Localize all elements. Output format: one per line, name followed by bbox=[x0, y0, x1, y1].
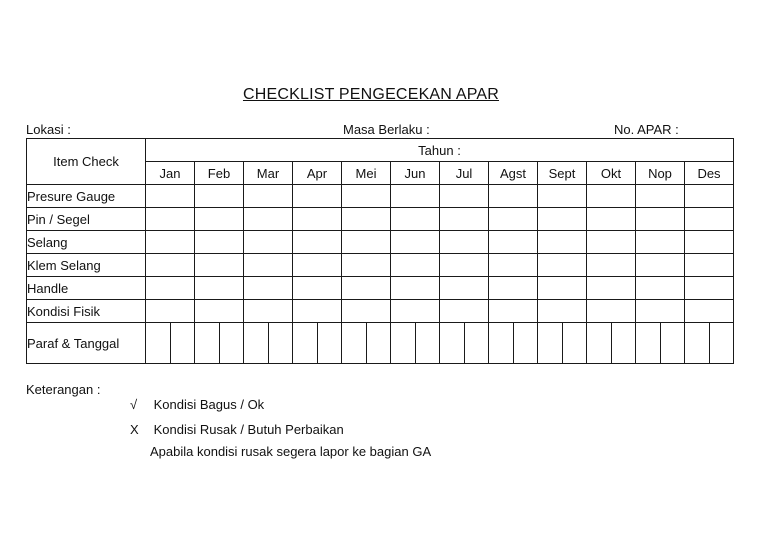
paraf-split bbox=[587, 323, 635, 363]
check-cell[interactable] bbox=[293, 300, 342, 323]
check-cell[interactable] bbox=[244, 300, 293, 323]
month-header: Des bbox=[685, 162, 734, 185]
check-cell[interactable] bbox=[489, 277, 538, 300]
check-cell[interactable] bbox=[636, 277, 685, 300]
legend-bad-text: Kondisi Rusak / Butuh Perbaikan bbox=[153, 422, 344, 437]
paraf-split bbox=[244, 323, 292, 363]
check-cell[interactable] bbox=[587, 254, 636, 277]
month-header: Okt bbox=[587, 162, 636, 185]
month-header: Jan bbox=[146, 162, 195, 185]
check-cell[interactable] bbox=[587, 300, 636, 323]
check-cell[interactable] bbox=[685, 208, 734, 231]
check-cell[interactable] bbox=[636, 185, 685, 208]
month-header: Sept bbox=[538, 162, 587, 185]
check-cell[interactable] bbox=[293, 231, 342, 254]
check-cell[interactable] bbox=[146, 185, 195, 208]
item-check-header: Item Check bbox=[27, 139, 146, 185]
table-row bbox=[27, 231, 734, 254]
paraf-split bbox=[440, 323, 488, 363]
month-header: Jul bbox=[440, 162, 489, 185]
table-row bbox=[27, 277, 734, 300]
paraf-cell[interactable] bbox=[146, 323, 195, 364]
check-cell[interactable] bbox=[636, 254, 685, 277]
paraf-split bbox=[342, 323, 390, 363]
check-cell[interactable] bbox=[195, 185, 244, 208]
check-cell[interactable] bbox=[440, 254, 489, 277]
check-cell[interactable] bbox=[685, 277, 734, 300]
check-cell[interactable] bbox=[538, 231, 587, 254]
check-cell[interactable] bbox=[587, 208, 636, 231]
check-cell[interactable] bbox=[489, 185, 538, 208]
cross-icon: X bbox=[130, 422, 139, 437]
item-label: Pin / Segel bbox=[27, 208, 146, 231]
check-cell[interactable] bbox=[146, 208, 195, 231]
check-cell[interactable] bbox=[489, 254, 538, 277]
check-cell[interactable] bbox=[587, 231, 636, 254]
paraf-cell[interactable] bbox=[538, 323, 587, 364]
check-cell[interactable] bbox=[195, 208, 244, 231]
no-apar-label: No. APAR : bbox=[614, 122, 679, 137]
check-cell[interactable] bbox=[489, 208, 538, 231]
paraf-cell[interactable] bbox=[440, 323, 489, 364]
check-cell[interactable] bbox=[195, 231, 244, 254]
tahun-header: Tahun : bbox=[146, 139, 734, 162]
item-label: Kondisi Fisik bbox=[27, 300, 146, 323]
month-header: Mar bbox=[244, 162, 293, 185]
month-header: Jun bbox=[391, 162, 440, 185]
check-cell[interactable] bbox=[146, 277, 195, 300]
check-cell[interactable] bbox=[538, 254, 587, 277]
check-cell[interactable] bbox=[244, 254, 293, 277]
check-cell[interactable] bbox=[293, 208, 342, 231]
check-cell[interactable] bbox=[538, 208, 587, 231]
paraf-split bbox=[195, 323, 243, 363]
check-cell[interactable] bbox=[195, 277, 244, 300]
paraf-split bbox=[293, 323, 341, 363]
check-cell[interactable] bbox=[342, 277, 391, 300]
item-label: Presure Gauge bbox=[27, 185, 146, 208]
paraf-cell[interactable] bbox=[489, 323, 538, 364]
check-cell[interactable] bbox=[391, 300, 440, 323]
check-cell[interactable] bbox=[342, 231, 391, 254]
check-cell[interactable] bbox=[391, 277, 440, 300]
check-cell[interactable] bbox=[636, 300, 685, 323]
paraf-split bbox=[685, 323, 733, 363]
month-header: Agst bbox=[489, 162, 538, 185]
legend-bad bbox=[130, 422, 344, 437]
check-cell[interactable] bbox=[342, 208, 391, 231]
checklist-table bbox=[26, 138, 734, 364]
paraf-split bbox=[489, 323, 537, 363]
paraf-cell[interactable] bbox=[195, 323, 244, 364]
check-cell[interactable] bbox=[636, 208, 685, 231]
paraf-split bbox=[538, 323, 586, 363]
paraf-cell[interactable] bbox=[685, 323, 734, 364]
paraf-cell[interactable] bbox=[636, 323, 685, 364]
check-cell[interactable] bbox=[391, 208, 440, 231]
check-cell[interactable] bbox=[244, 231, 293, 254]
paraf-cell[interactable] bbox=[244, 323, 293, 364]
paraf-split bbox=[391, 323, 439, 363]
month-header: Nop bbox=[636, 162, 685, 185]
lokasi-label: Lokasi : bbox=[26, 122, 71, 137]
check-cell[interactable] bbox=[391, 254, 440, 277]
item-label: Klem Selang bbox=[27, 254, 146, 277]
check-cell[interactable] bbox=[146, 300, 195, 323]
paraf-split bbox=[146, 323, 194, 363]
check-cell[interactable] bbox=[685, 254, 734, 277]
check-cell[interactable] bbox=[342, 185, 391, 208]
paraf-cell[interactable] bbox=[342, 323, 391, 364]
check-cell[interactable] bbox=[293, 254, 342, 277]
check-cell[interactable] bbox=[685, 185, 734, 208]
paraf-split bbox=[636, 323, 684, 363]
check-cell[interactable] bbox=[244, 185, 293, 208]
check-cell[interactable] bbox=[146, 231, 195, 254]
check-cell[interactable] bbox=[489, 300, 538, 323]
check-cell[interactable] bbox=[489, 231, 538, 254]
check-cell[interactable] bbox=[440, 300, 489, 323]
item-label: Handle bbox=[27, 277, 146, 300]
keterangan-heading: Keterangan : bbox=[26, 382, 101, 397]
check-cell[interactable] bbox=[391, 185, 440, 208]
check-cell[interactable] bbox=[391, 231, 440, 254]
legend-ok-text: Kondisi Bagus / Ok bbox=[153, 397, 265, 412]
check-cell[interactable] bbox=[146, 254, 195, 277]
check-cell[interactable] bbox=[538, 185, 587, 208]
paraf-label: Paraf & Tanggal bbox=[27, 323, 146, 364]
check-cell[interactable] bbox=[195, 300, 244, 323]
check-cell[interactable] bbox=[587, 185, 636, 208]
check-cell[interactable] bbox=[538, 300, 587, 323]
item-label: Selang bbox=[27, 231, 146, 254]
month-header: Apr bbox=[293, 162, 342, 185]
check-cell[interactable] bbox=[293, 277, 342, 300]
check-cell[interactable] bbox=[342, 300, 391, 323]
check-cell[interactable] bbox=[293, 185, 342, 208]
table-row bbox=[27, 254, 734, 277]
paraf-cell[interactable] bbox=[293, 323, 342, 364]
check-cell[interactable] bbox=[244, 277, 293, 300]
month-header: Mei bbox=[342, 162, 391, 185]
table-row bbox=[27, 185, 734, 208]
check-cell[interactable] bbox=[342, 254, 391, 277]
paraf-cell[interactable] bbox=[391, 323, 440, 364]
masa-berlaku-label: Masa Berlaku : bbox=[343, 122, 430, 137]
check-cell[interactable] bbox=[538, 277, 587, 300]
table-row bbox=[27, 208, 734, 231]
check-cell[interactable] bbox=[685, 300, 734, 323]
paraf-cell[interactable] bbox=[587, 323, 636, 364]
legend-ok bbox=[130, 397, 264, 412]
check-cell[interactable] bbox=[440, 208, 489, 231]
table-row bbox=[27, 300, 734, 323]
check-cell[interactable] bbox=[440, 277, 489, 300]
check-cell[interactable] bbox=[587, 277, 636, 300]
check-cell[interactable] bbox=[636, 231, 685, 254]
check-cell[interactable] bbox=[440, 185, 489, 208]
legend-note: Apabila kondisi rusak segera lapor ke bagian GA bbox=[150, 444, 432, 459]
check-cell[interactable] bbox=[244, 208, 293, 231]
check-cell[interactable] bbox=[440, 231, 489, 254]
check-cell[interactable] bbox=[685, 231, 734, 254]
paraf-row bbox=[27, 323, 734, 364]
page-title: CHECKLIST PENGECEKAN APAR bbox=[242, 86, 500, 103]
month-header: Feb bbox=[195, 162, 244, 185]
check-cell[interactable] bbox=[195, 254, 244, 277]
check-icon: √ bbox=[130, 397, 138, 412]
